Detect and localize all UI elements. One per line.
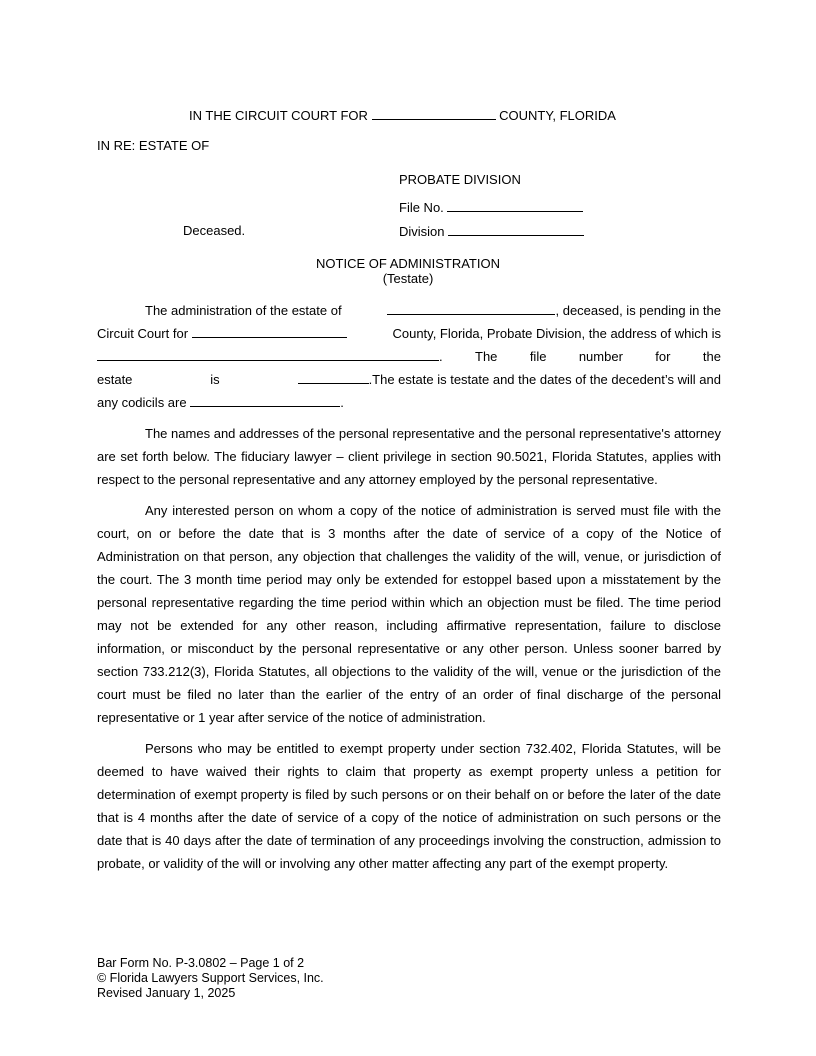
footer-form-number: Bar Form No. P-3.0802 – Page 1 of 2 [97,956,305,970]
county-blank[interactable] [372,107,496,120]
paragraph-4: Persons who may be entitled to exempt property under section 732.402, Florida Statutes, will be deemed to have waived their rights to claim that property as exempt property unless a petition for determination of exempt property is filed by such persons or on their behalf on or before the later of the date that is 4 months after the date of service of a copy of the notice of administration on such persons or the date that is 40 days after the date of termination of any proceedings involving the construction, admission to probate, or validity of the will or involving any other matter affecting any part of the exempt property. [97,741,721,871]
probate-division-label: PROBATE DIVISION [399,172,521,187]
paragraph-3: Any interested person on whom a copy of the notice of administration is served must file with the court, on or before the date that is 3 months after the date of service of a copy of the Notice of Administration on that person, any objection that challenges the validity of the will, venue, or jurisdiction of the court. The 3 month time period may only be extended for estoppel based upon a misstatement by the personal representative regarding the time period within which an objection must be filed. The time period may not be extended for any other reason, including affirmative representation, failure to disclose information, or misconduct by the personal representative or any other person. Unless sooner barred by section 733.212(3), Florida Statutes, all objections to the validity of the will, venue or the jurisdiction of the court must be filed no later than the earlier of the entry of an order of final discharge of the personal representative or 1 year after service of the notice of administration. [97,503,721,725]
p1-text-is: is [210,372,220,387]
p1-line-4 [97,368,721,391]
p1-text-g: any codicils are [97,395,187,410]
p1-text-d: County, Florida, Probate Division, the address of which is [392,326,721,341]
paragraph-2: The names and addresses of the personal representative and the personal representative's attorney are set forth below. The fiduciary lawyer – client privilege in section 90.5021, Florida Statutes, applies with respect to the personal representative and any attorney employed by the personal representative. [97,426,721,487]
codicils-dates-blank[interactable] [190,394,340,407]
in-re-label: IN RE: ESTATE OF [97,138,210,153]
p1-line-1 [97,299,721,322]
division-blank[interactable] [448,223,584,236]
p1-text-f: .The estate is testate and the dates of the decedent’s will and [368,372,721,387]
footer-revised: Revised January 1, 2025 [97,986,236,1000]
file-number-blank[interactable] [298,371,369,384]
file-no-blank[interactable] [447,199,583,212]
p1-text-b: , deceased, is pending in the [555,303,721,318]
p1-text-for: for [655,349,671,364]
page-footer [97,956,324,1001]
p1-text-file: file [529,349,547,364]
court-heading-suffix: COUNTY, FLORIDA [499,108,616,123]
p1-text-number: number [578,349,623,364]
estate-name-blank[interactable] [387,302,555,315]
p1-line-5: any codicils are . [97,395,344,410]
p1-line-2 [97,322,721,345]
notice-subtitle: (Testate) [382,271,434,286]
division-label: Division [399,224,445,239]
circuit-court-county-blank[interactable] [192,325,347,338]
notice-body [97,299,721,883]
p1-text-the-2: the [702,349,721,364]
p1-text-the: The [475,349,498,364]
file-no-row [399,199,583,216]
court-heading-prefix: IN THE CIRCUIT COURT FOR [189,108,368,123]
division-row [399,223,584,240]
paragraph-1 [97,299,721,414]
deceased-label: Deceased. [183,223,246,238]
p1-text-a: The administration of the estate of [145,303,342,318]
court-heading [189,107,616,124]
p1-line-3: . The file number for the [97,345,721,368]
p1-text-estate: estate [97,372,133,387]
footer-copyright: © Florida Lawyers Support Services, Inc. [97,971,324,985]
notice-title: NOTICE OF ADMINISTRATION [316,256,500,271]
court-address-blank[interactable] [97,348,439,361]
file-no-label: File No. [399,200,444,215]
p1-text-c: Circuit Court for [97,326,189,341]
